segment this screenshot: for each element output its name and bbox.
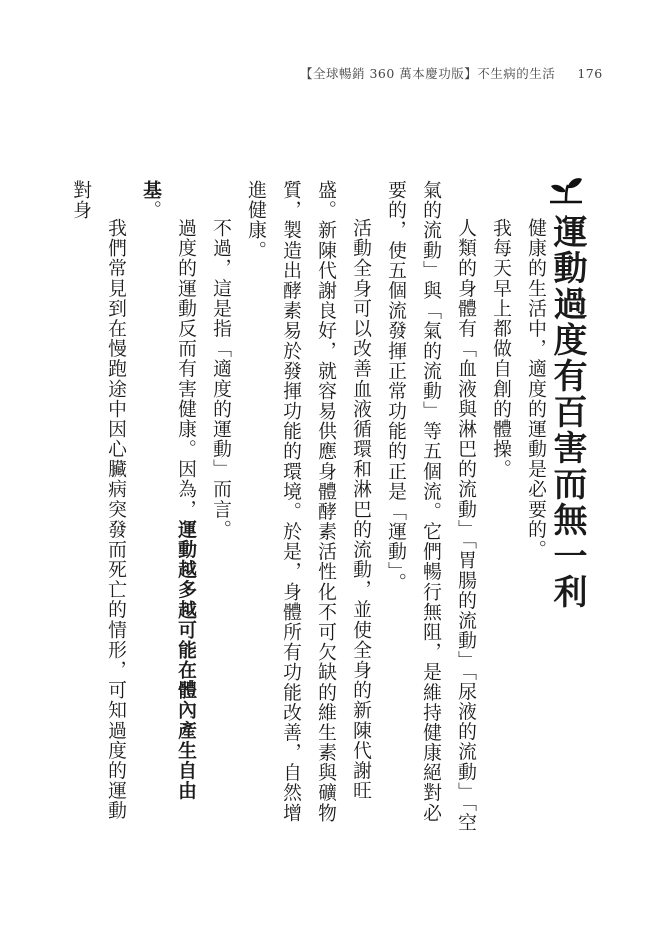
sprout-icon bbox=[548, 176, 584, 210]
paragraph-3: 人類的身體有「血液與淋巴的流動」「胃腸的流動」「尿液的流動」「空氣的流動」與「氣的流動」等五個流。它們暢行無阻，是維持健康絕對必要的，使五個流發揮正常功能的正是「運動」。 bbox=[385, 180, 476, 833]
page-number: 176 bbox=[577, 66, 603, 81]
section-title: 運動過度有百害而無一利 bbox=[547, 214, 587, 610]
running-title: 【全球暢銷 360 萬本慶功版】不生病的生活 bbox=[300, 66, 556, 81]
paragraph-7: 我們常見到在慢跑途中因心臟病突發而死亡的情形，可知過度的運動對身 bbox=[70, 180, 126, 821]
paragraph-1: 健康的生活中，適度的運動是必要的。 bbox=[525, 217, 546, 560]
paragraph-4: 活動全身可以改善血液循環和淋巴的流動，並使全身的新陳代謝旺盛。新陳代謝良好，就容易供應身體酵素活性化不可欠缺的維生素與礦物質，製造出酵素易於發揮功能的環境。於是，身體所有功能改善，自然增進健康。 bbox=[245, 180, 371, 823]
running-header bbox=[300, 64, 603, 82]
paragraph-2: 我每天早上都做自創的體操。 bbox=[490, 217, 511, 479]
paragraph-6-end: 。 bbox=[140, 200, 161, 221]
paragraph-6 bbox=[133, 180, 203, 840]
paragraph-5: 不過，這是指「適度的運動」而言。 bbox=[210, 217, 231, 540]
paragraph-6-text: 過度的運動反而有害健康。因為， bbox=[175, 217, 196, 519]
body-text bbox=[63, 180, 553, 840]
paragraph-6-bold: 運動越多越可能在體內產生自由基 bbox=[140, 180, 196, 801]
